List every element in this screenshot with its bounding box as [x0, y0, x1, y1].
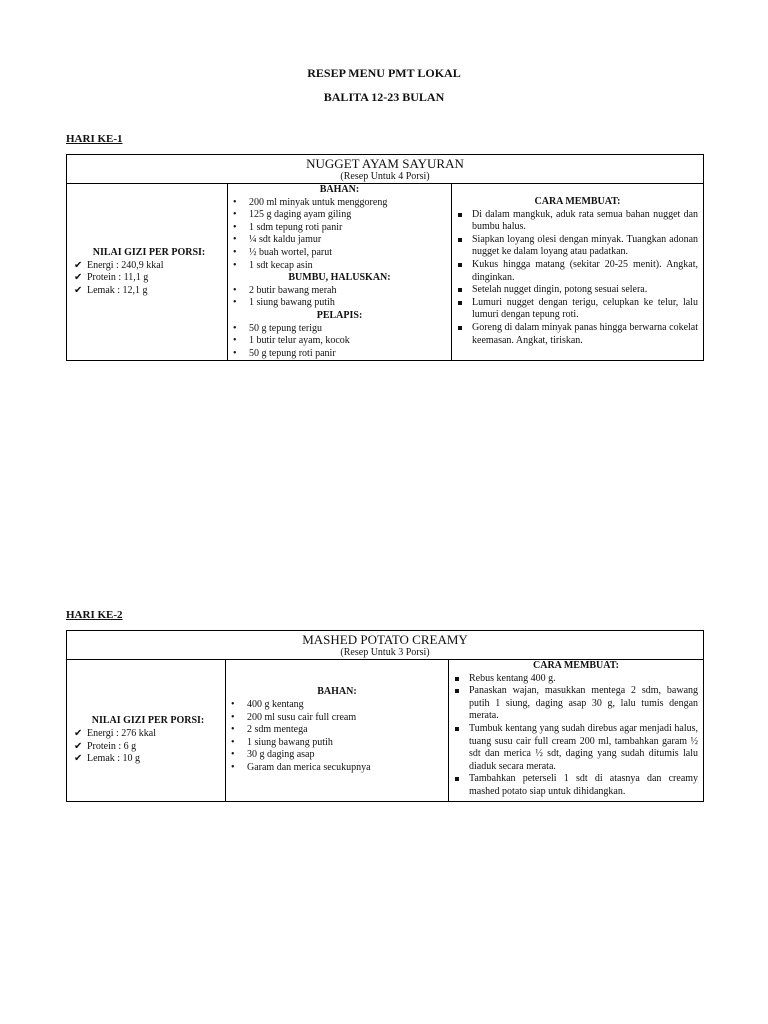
day-1-label: HARI KE-1 [66, 133, 123, 145]
coating-item: • 1 butir telur ayam, kocok [228, 335, 451, 348]
step-item: Tumbuk kentang yang sudah direbus agar menjadi halus, tuang susu cair full cream 200 ml, tambahkan garam ½ sdt dan merica ½ sdt, daging yang sudah ditumis lalu diaduk secara merata. [449, 723, 703, 773]
steps-title: CARA MEMBUAT: [533, 660, 620, 671]
recipe-portion: (Resep Untuk 3 Porsi) [340, 647, 430, 658]
document-subtitle: BALITA 12-23 BULAN [323, 90, 445, 104]
nutrition-list [71, 260, 227, 298]
spice-item: • 1 siung bawang putih [228, 297, 451, 310]
ingredient-item: • 30 g daging asap [226, 749, 448, 762]
coating-title: PELAPIS: [316, 309, 363, 321]
ingredients-list [226, 699, 448, 775]
recipe-header [67, 631, 704, 660]
coating-item: • 50 g tepung roti panir [228, 348, 451, 361]
recipe-title: MASHED POTATO CREAMY [302, 632, 468, 647]
ingredients-title: BAHAN: [319, 184, 360, 195]
recipe-title: NUGGET AYAM SAYURAN [306, 156, 464, 171]
nutrition-title: NILAI GIZI PER PORSI: [92, 246, 206, 258]
ingredient-item: • 2 sdm mentega [226, 724, 448, 737]
steps-cell [449, 660, 704, 802]
ingredient-item: • 125 g daging ayam giling [228, 209, 451, 222]
ingredients-cell [226, 660, 449, 802]
spice-title: BUMBU, HALUSKAN: [288, 272, 391, 284]
nutrition-title: NILAI GIZI PER PORSI: [91, 715, 205, 727]
recipe-table-2 [66, 630, 704, 802]
spice-item: • 2 butir bawang merah [228, 285, 451, 298]
ingredients-title: BAHAN: [317, 686, 357, 698]
ingredient-item: • 200 ml susu cair full cream [226, 712, 448, 725]
step-item: Tambahkan peterseli 1 sdt di atasnya dan creamy mashed potato siap untuk dihidangkan. [449, 773, 703, 798]
nutrition-protein: ✔ Protein : 11,1 g [71, 272, 227, 285]
recipe-portion: (Resep Untuk 4 Porsi) [340, 171, 430, 182]
step-item: Kukus hingga matang (sekitar 20-25 menit). Angkat, dinginkan. [452, 259, 703, 284]
steps-list [452, 209, 703, 348]
ingredient-item: • 1 sdt kecap asin [228, 260, 451, 273]
ingredient-item: • 1 sdm tepung roti panir [228, 222, 451, 235]
step-item: Panaskan wajan, masukkan mentega 2 sdm, bawang putih 1 siung, daging asap 30 g, lalu tumis dengan merata. [449, 685, 703, 723]
ingredient-item: • ¼ sdt kaldu jamur [228, 234, 451, 247]
ingredient-item: • ½ buah wortel, parut [228, 247, 451, 260]
step-item: Setelah nugget dingin, potong sesuai selera. [452, 284, 703, 297]
nutrition-energy: ✔ Energi : 276 kkal [71, 728, 225, 741]
recipe-header [67, 155, 704, 184]
spice-list [228, 285, 451, 310]
step-item: Di dalam mangkuk, aduk rata semua bahan nugget dan bumbu halus. [452, 209, 703, 234]
nutrition-list [71, 728, 225, 766]
step-item: Rebus kentang 400 g. [449, 673, 703, 686]
steps-title: CARA MEMBUAT: [534, 196, 621, 207]
nutrition-cell [67, 660, 226, 802]
steps-list [449, 673, 703, 799]
document-title: RESEP MENU PMT LOKAL [307, 66, 461, 80]
step-item: Lumuri nugget dengan terigu, celupkan ke telur, lalu lumuri dengan tepung roti. [452, 297, 703, 322]
ingredient-item: • 1 siung bawang putih [226, 737, 448, 750]
day-2-label: HARI KE-2 [66, 609, 123, 621]
recipe-table-1 [66, 154, 704, 361]
step-item: Goreng di dalam minyak panas hingga berwarna cokelat keemasan. Angkat, tiriskan. [452, 322, 703, 347]
nutrition-fat: ✔ Lemak : 12,1 g [71, 285, 227, 298]
nutrition-fat: ✔ Lemak : 10 g [71, 753, 225, 766]
nutrition-cell [67, 184, 228, 361]
coating-item: • 50 g tepung terigu [228, 323, 451, 336]
ingredient-item: • Garam dan merica secukupnya [226, 762, 448, 775]
ingredient-item: • 200 ml minyak untuk menggoreng [228, 197, 451, 210]
coating-list [228, 323, 451, 361]
step-item: Siapkan loyang olesi dengan minyak. Tuangkan adonan nugget ke dalam loyang atau padatkan. [452, 234, 703, 259]
nutrition-energy: ✔ Energi : 240,9 kkal [71, 260, 227, 273]
ingredients-cell [228, 184, 452, 361]
steps-cell [452, 184, 704, 361]
ingredient-item: • 400 g kentang [226, 699, 448, 712]
ingredients-list [228, 197, 451, 273]
nutrition-protein: ✔ Protein : 6 g [71, 741, 225, 754]
